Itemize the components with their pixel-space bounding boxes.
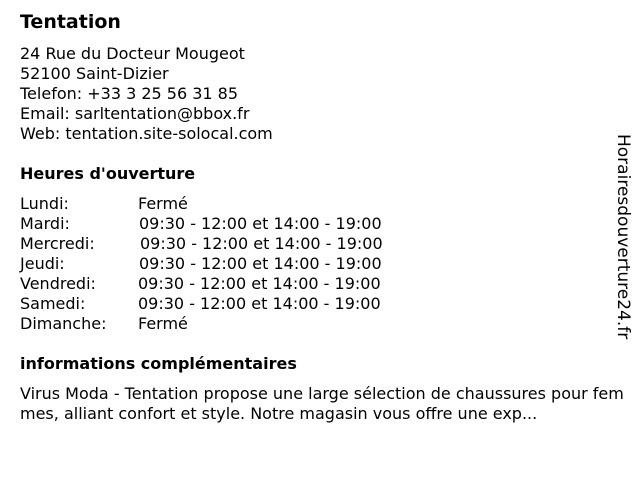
hours-time: 09:30 - 12:00 et 14:00 - 19:00 [138,294,381,313]
hours-row [20,194,440,214]
hours-row [20,294,440,314]
hours-heading: Heures d'ouverture [20,164,196,183]
hours-row [20,274,440,294]
address-line2: 52100 Saint-Dizier [20,64,169,83]
address-line1: 24 Rue du Docteur Mougeot [20,44,245,63]
hours-day: Dimanche: [20,314,107,333]
hours-day: Mercredi: [20,234,95,253]
web-text: Web: tentation.site-solocal.com [20,124,273,143]
hours-time: 09:30 - 12:00 et 14:00 - 19:00 [139,254,382,273]
side-brand-text: Horairesdouverture24.fr [613,134,633,340]
description-text: Virus Moda - Tentation propose une large sélection de chaussures pour femmes, alliant confort et style. Notre magasin vous offre une exp... [20,384,624,423]
hours-day: Samedi: [20,294,86,313]
hours-time: Fermé [138,194,188,213]
hours-time: 09:30 - 12:00 et 14:00 - 19:00 [139,214,382,233]
hours-row [20,254,440,274]
hours-row [20,214,440,234]
hours-time: Fermé [138,314,188,333]
hours-day: Jeudi: [20,254,65,273]
hours-time: 09:30 - 12:00 et 14:00 - 19:00 [138,274,381,293]
opening-hours-list [20,194,440,334]
info-heading: informations complémentaires [20,354,297,373]
side-brand-watermark [610,134,636,344]
hours-day: Vendredi: [20,274,96,293]
hours-time: 09:30 - 12:00 et 14:00 - 19:00 [140,234,383,253]
contact-block [20,44,273,144]
email-text: Email: sarltentation@bbox.fr [20,104,250,123]
phone-text: Telefon: +33 3 25 56 31 85 [20,84,239,103]
hours-row [20,234,440,254]
business-name: Tentation [20,11,121,33]
hours-row [20,314,440,334]
hours-day: Mardi: [20,214,70,233]
hours-day: Lundi: [20,194,69,213]
